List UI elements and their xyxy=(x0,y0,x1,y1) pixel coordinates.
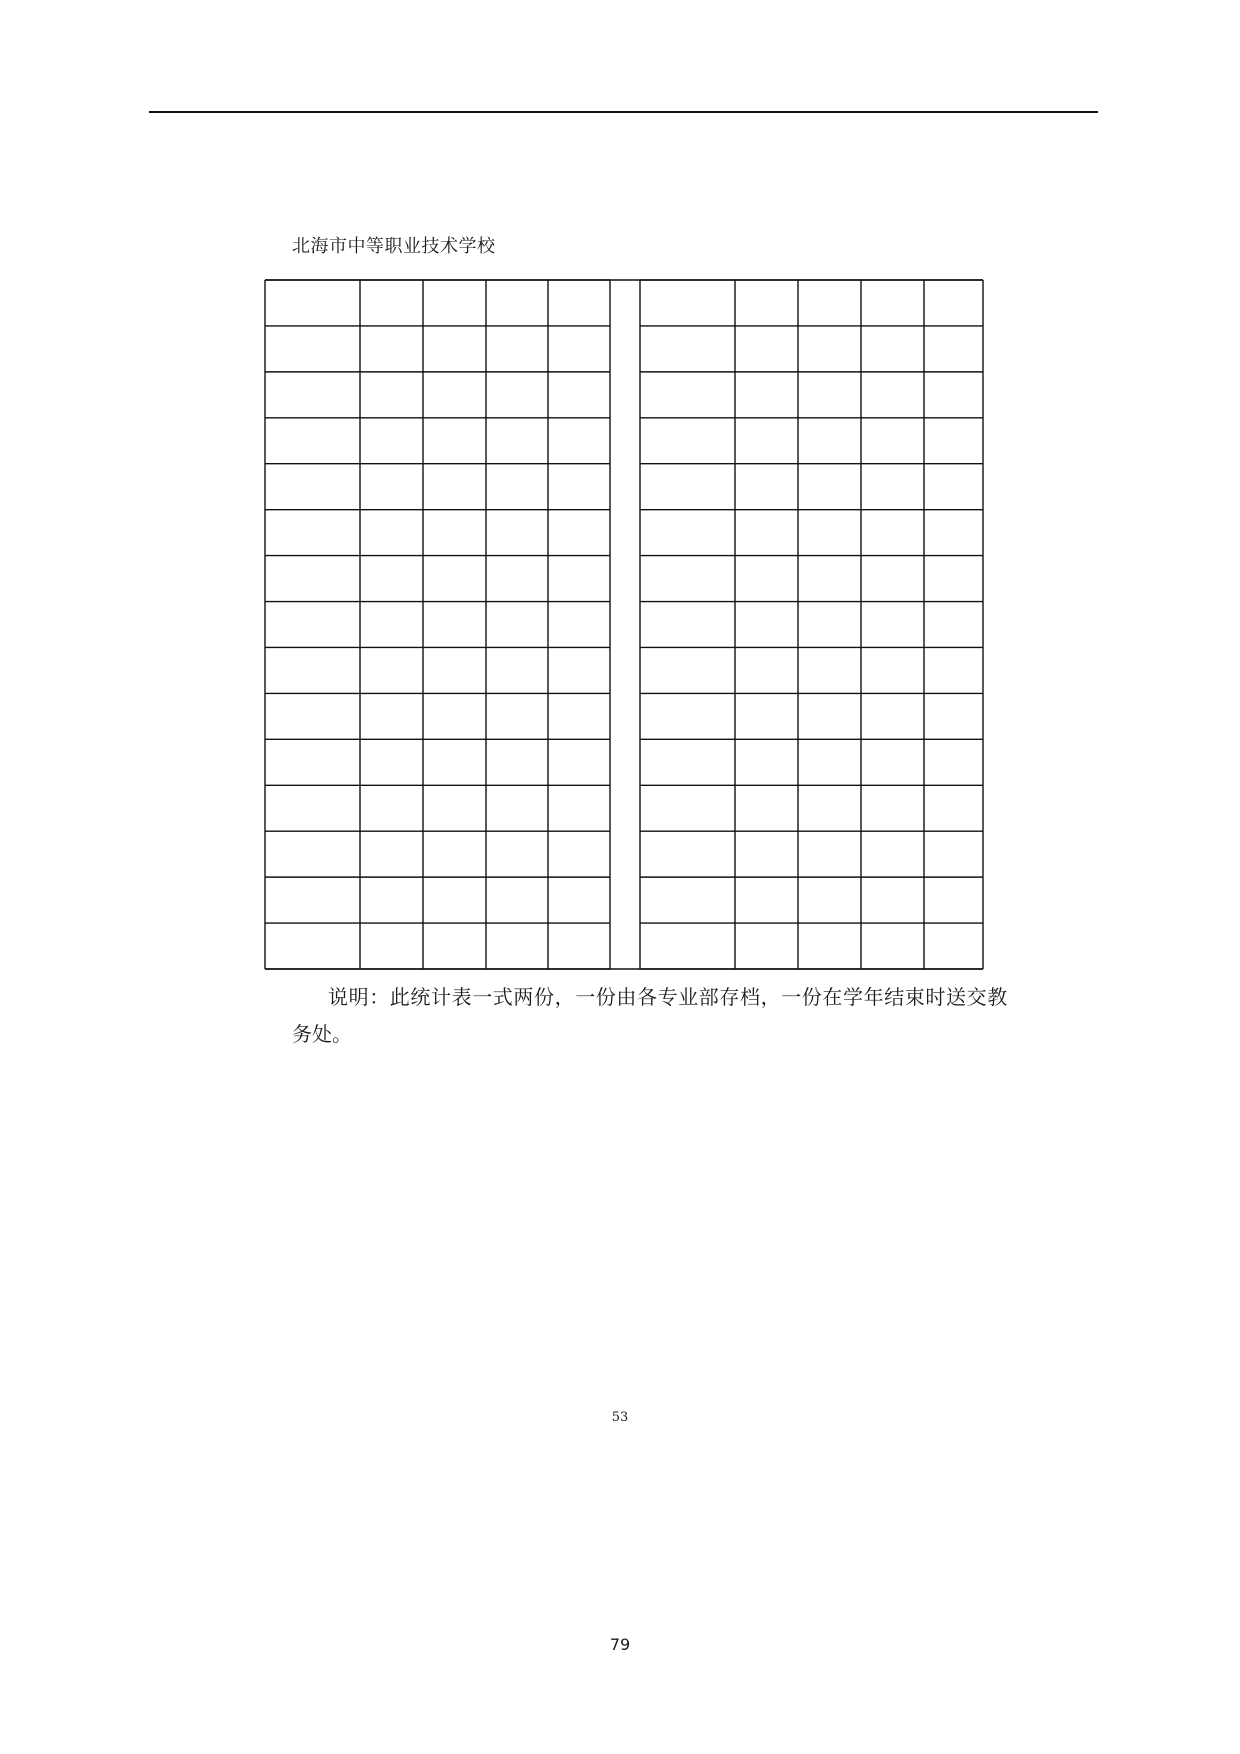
form-grid xyxy=(264,279,984,970)
school-name: 北海市中等职业技术学校 xyxy=(292,236,496,257)
page-number: 79 xyxy=(609,1635,631,1654)
statistics-form-table xyxy=(264,279,984,970)
note-line-1: 说明：此统计表一式两份，一份由各专业部存档，一份在学年结束时送交教 xyxy=(328,985,1008,1009)
note-line-2: 务处。 xyxy=(292,1022,352,1046)
inner-page-number: 53 xyxy=(611,1410,629,1425)
note-paragraph xyxy=(292,979,1008,1053)
header-rule xyxy=(149,111,1098,113)
